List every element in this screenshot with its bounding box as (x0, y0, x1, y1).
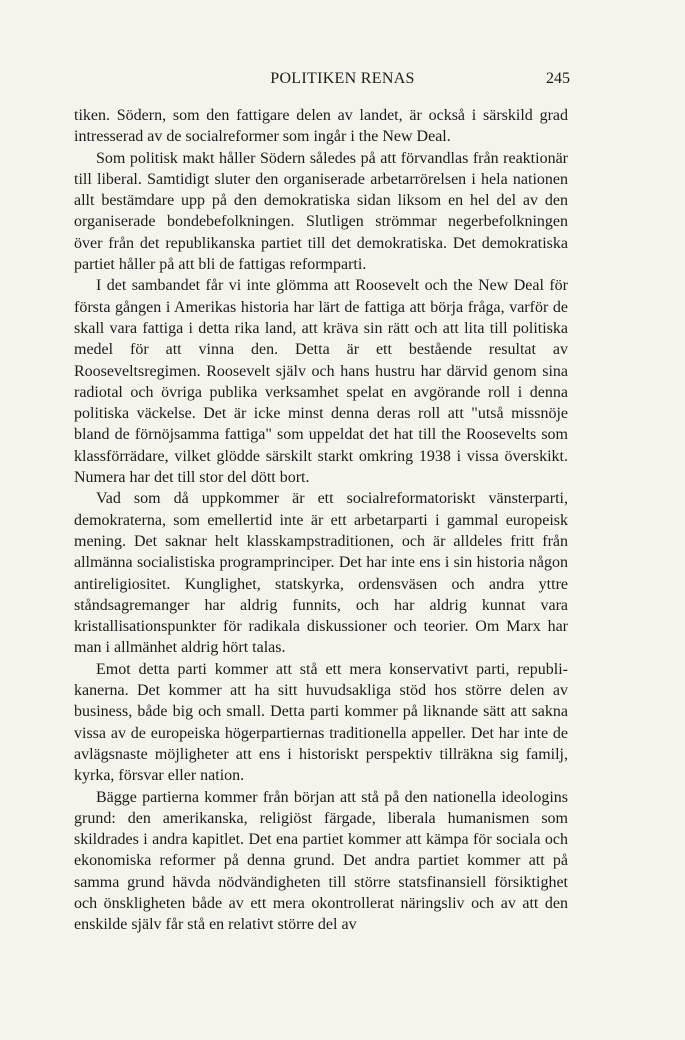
page-header (0, 70, 685, 94)
paragraph: tiken. Södern, som den fattigare delen av landet, är också i särskild grad intresserad av de socialreformer som ingår i the New Deal. (74, 107, 568, 146)
paragraph: I det sambandet får vi inte glömma att Roosevelt och the New Deal för första gången i Amerikas historia har lärt de fattiga att börja fråga, varför de skall vara fattiga i detta rika land, att kräva sin rätt och att lita till politiska medel för att vinna den. Detta är ett bestående resultat av Rooseveltsregimen. Roosevelt själv och hans hustru har därvid genom sina radiotal och övriga publika verksamhet spelat en avgörande roll i denna politiska väckelse. Det är icke minst denna deras roll att "utså missnöje bland de förnöjsamma fattiga" som uppeldat det hat till the Roosevelts som klassförrädare, vilket glödde särskilt starkt omkring 1938 i vissa överskikt. Numera har det till stor del dött bort. (74, 277, 568, 487)
body-text (74, 105, 568, 936)
paragraph: Som politisk makt håller Södern således på att förvandlas från reaktionär till liberal. Samtidigt sluter den organiserade arbetarrörelsen i hela nationen allt bestämdare upp på den demokratiska sidan liksom en hel del av den organiserade bondebefolkningen. Slutligen strömmar negerbefolkningen över från det republikanska partiet till det demokratiska. Det demokratiska partiet håller på att bli de fattigas reformparti. (74, 149, 568, 274)
page-number: 245 (546, 70, 570, 87)
running-title: POLITIKEN RENAS (270, 70, 415, 87)
paragraph: Bägge partierna kommer från början att stå på den nationella ideologins grund: den amerikanska, religiöst färgade, liberala humanismen som skildrades i andra kapitlet. Det ena partiet kommer att kämpa för sociala och ekonomiska reformer på denna grund. Det andra partiet kommer att på samma grund hävda nödvändigheten till större statsfinansiell försiktighet och önskligheten både av ett mera okontrollerat näringsliv och av att den enskilde själv får stå en relativt större del av (74, 788, 568, 934)
paragraph: Vad som då uppkommer är ett socialreformatoriskt vänsterparti, demokraterna, som emellertid inte är ett arbetarparti i gammal europeisk mening. Det saknar helt klasskampstraditionen, och är alldeles fritt från allmänna socialistiska programprinciper. Det har inte ens i sin historia någon antireligiositet. Kunglighet, statskyrka, ordensväsen och andra yttre ståndsagremanger har aldrig funnits, och har aldrig kunnat vara kristallisationspunkter för radikala diskussioner och teorier. Om Marx har man i allmänhet aldrig hört talas. (74, 490, 568, 657)
paragraph: Emot detta parti kommer att stå ett mera konservativt parti, republikanerna. Det kommer att ha sitt huvudsakliga stöd hos större delen av business, både big och small. Detta parti kommer på liknande sätt att sakna vissa av de europeiska högerpartiernas traditionella appeller. Det har inte de avlägsnaste möjligheter att ens i historiskt perspektiv tillräkna sig familj, kyrka, försvar eller nation. (74, 660, 568, 785)
